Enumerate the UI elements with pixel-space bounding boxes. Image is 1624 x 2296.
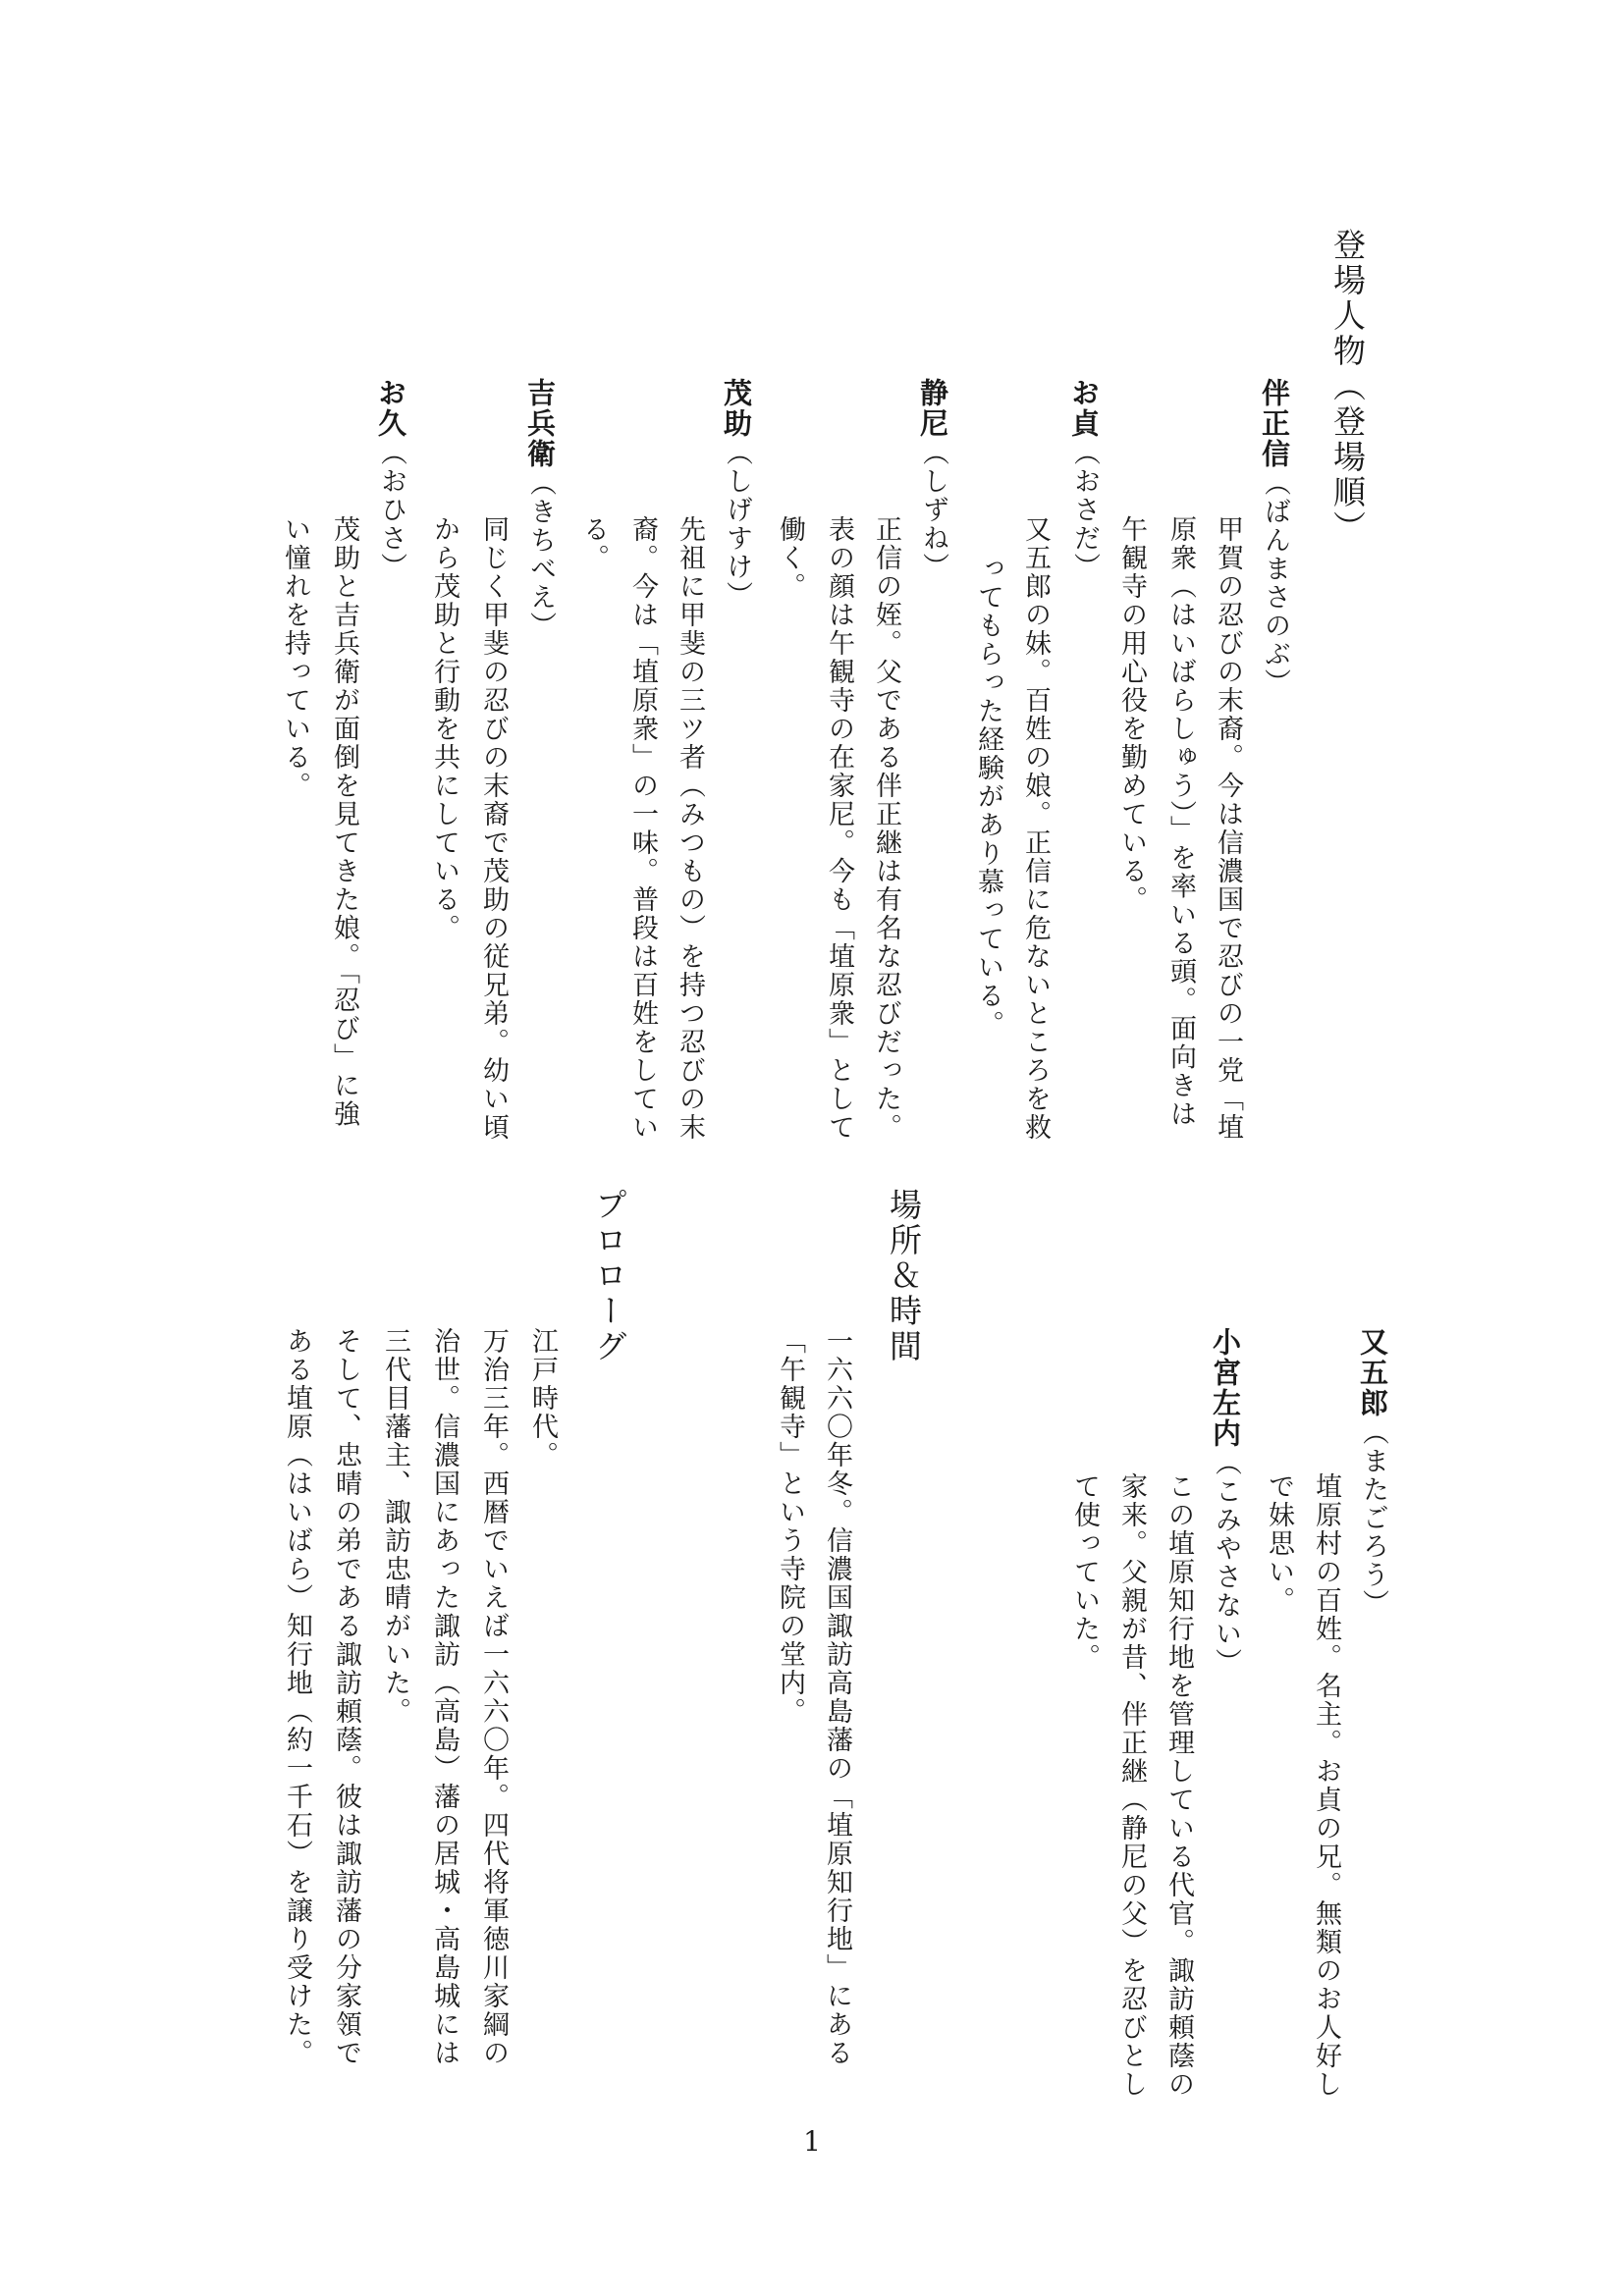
character-description-line: 家来。父親が昔、伴正継（静尼の父）を忍びとし bbox=[1116, 1472, 1147, 2099]
character-reading: （しずね） bbox=[918, 439, 948, 581]
prologue-line: 万治三年。西暦でいえば一六六〇年。四代将軍徳川家綱の bbox=[478, 1327, 509, 2067]
character-description-line: 表の顔は午観寺の在家尼。今も「埴原衆」として bbox=[824, 515, 854, 1142]
character-description-line: ってもらった経験があり慕っている。 bbox=[973, 555, 1003, 1039]
character-reading: （こみやさない） bbox=[1211, 1449, 1241, 1677]
character-description-line: 働く。 bbox=[775, 515, 805, 601]
character-reading: （おひさ） bbox=[376, 439, 406, 581]
character-description-line: この埴原知行地を管理している代官。諏訪頼蔭の bbox=[1164, 1472, 1194, 2099]
prologue-line: 江戸時代。 bbox=[527, 1327, 558, 1469]
page-number: 1 bbox=[803, 2125, 821, 2158]
character-name-line bbox=[1353, 1327, 1392, 1618]
character-name-line bbox=[1255, 378, 1294, 697]
characters-heading: 登場人物（登場順） bbox=[1328, 228, 1367, 546]
character-name: 小宮左内 bbox=[1209, 1327, 1242, 1449]
character-description-line: 同じく甲斐の忍びの末裔で茂助の従兄弟。幼い頃 bbox=[478, 515, 509, 1142]
character-name: 又五郎 bbox=[1356, 1327, 1389, 1418]
character-description-line: 茂助と吉兵衛が面倒を見てきた娘。「忍び」に強 bbox=[329, 515, 359, 1129]
character-description-line: 先祖に甲斐の三ツ者（みつもの）を持つ忍びの末 bbox=[675, 515, 705, 1142]
prologue-line: そして、忠晴の弟である諏訪頼蔭。彼は諏訪藩の分家領で bbox=[331, 1327, 361, 2067]
character-reading: （ばんまさのぶ） bbox=[1260, 469, 1290, 697]
character-name-line bbox=[371, 378, 410, 581]
character-description-line: て使っていた。 bbox=[1069, 1472, 1100, 1672]
character-name-line bbox=[1064, 378, 1104, 581]
character-reading: （しげすけ） bbox=[722, 439, 752, 610]
character-name-line bbox=[913, 378, 952, 581]
character-description-line: 甲賀の忍びの末裔。今は信濃国で忍びの一党「埴 bbox=[1213, 515, 1243, 1142]
character-name: お貞 bbox=[1067, 378, 1101, 439]
character-description-line: い憧れを持っている。 bbox=[280, 515, 310, 800]
setting-line: 一六六〇年冬。信濃国諏訪高島藩の「埴原知行地」にある bbox=[822, 1327, 852, 2067]
character-name: 静尼 bbox=[916, 378, 949, 439]
character-description-line: 正信の姪。父である伴正継は有名な忍びだった。 bbox=[871, 515, 901, 1142]
character-name: 伴正信 bbox=[1258, 378, 1291, 469]
prologue-line: 三代目藩主、諏訪忠晴がいた。 bbox=[380, 1327, 410, 1726]
character-description-line: 又五郎の妹。百姓の娘。正信に危ないところを救 bbox=[1020, 515, 1051, 1142]
character-description-line: る。 bbox=[578, 515, 609, 572]
prologue-line: 治世。信濃国にあった諏訪（高島）藩の居城・高島城には bbox=[429, 1327, 460, 2067]
character-description-line: 裔。今は「埴原衆」の一味。普段は百姓をしてい bbox=[627, 515, 658, 1142]
character-name-line bbox=[1206, 1327, 1245, 1677]
character-name: 茂助 bbox=[720, 378, 753, 439]
character-description-line: 原衆（はいばらしゅう）」を率いる頭。面向きは bbox=[1165, 515, 1196, 1129]
setting-line: 「午観寺」という寺院の堂内。 bbox=[775, 1327, 805, 1726]
character-reading: （おさだ） bbox=[1069, 439, 1100, 581]
character-name-line bbox=[520, 378, 560, 640]
character-reading: （またごろう） bbox=[1358, 1418, 1388, 1618]
character-description-line: 午観寺の用心役を勤めている。 bbox=[1116, 515, 1147, 914]
character-reading: （きちべえ） bbox=[525, 469, 556, 640]
character-description-line: から茂助と行動を共にしている。 bbox=[429, 515, 460, 942]
prologue-heading: プロローグ bbox=[590, 1188, 628, 1364]
character-name: 吉兵衛 bbox=[523, 378, 557, 469]
character-description-line: で妹思い。 bbox=[1264, 1472, 1294, 1615]
prologue-line: ある埴原（はいばら）知行地（約一千石）を譲り受けた。 bbox=[282, 1327, 312, 2067]
character-name: お久 bbox=[374, 378, 407, 439]
character-name-line bbox=[717, 378, 756, 610]
setting-heading: 場所＆時間 bbox=[885, 1188, 923, 1364]
character-description-line: 埴原村の百姓。名主。お貞の兄。無類のお人好し bbox=[1311, 1472, 1341, 2099]
